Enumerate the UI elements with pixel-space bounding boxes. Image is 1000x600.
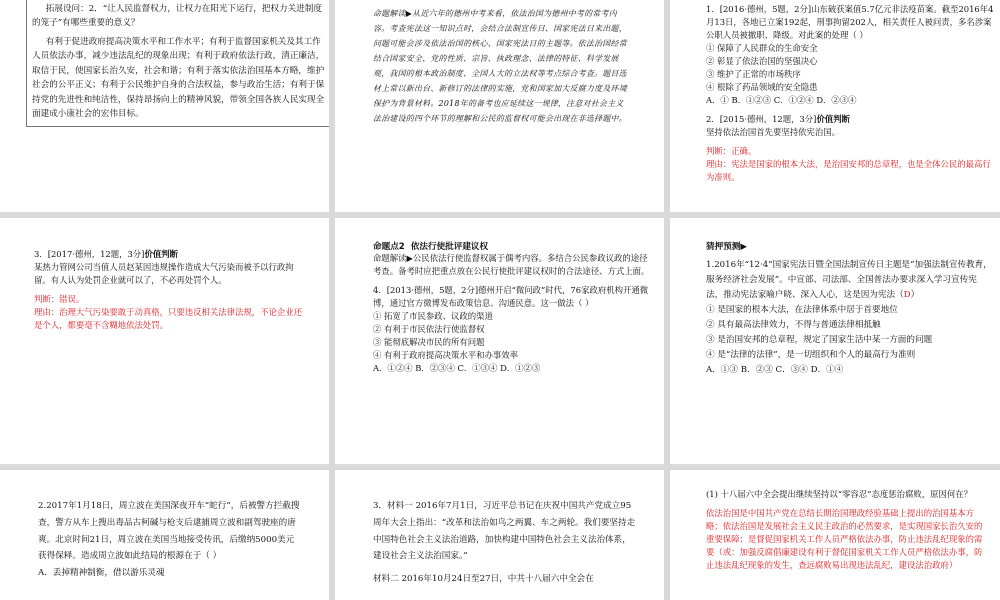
question-2-label: 2．[2015·德州，12题，3分] bbox=[706, 114, 817, 125]
topic-heading-text: 依法行使批评建议权 bbox=[410, 242, 489, 252]
question-1-choices: A．① B．①②③ C．①②④ D．②③④ bbox=[706, 95, 857, 106]
panel-question-zhou bbox=[0, 470, 329, 600]
question-1-option: ② 彰显了依法治国的坚强决心 bbox=[706, 56, 818, 67]
panel-past-questions bbox=[670, 0, 1000, 212]
question-1-option: ③ 维护了正常的市场秩序 bbox=[706, 69, 801, 80]
prediction-choices: A．①③ B．②③ C．③④ D．①④ bbox=[706, 365, 844, 376]
question-3-judgement: 判断：错误。 bbox=[34, 294, 85, 305]
expand-question-answer: 有利于促进政府提高决策水平和工作水平；有利于监督国家机关及其工作人员依法办事，减少违法乱纪的现象出现；有利于政府依法行政，清正廉洁，取信于民，使国家长治久安，社会和谐；有利于落实依法治国基本方略，维护社会的公平正义；有利于公民维护自身的合法权益，参与政治生活；有利于保持党的先进性和纯洁性，保持昂扬向上的精神风貌，带领全国各族人民实现全面建成小康社会的宏伟目标。 bbox=[32, 36, 325, 120]
question-3-label: 3．[2017·德州，12题，3分] bbox=[34, 249, 145, 259]
material-two-text: 材料二 2016年10月24日至27日，中共十八届六中全会在 bbox=[373, 574, 594, 584]
panel-exam-analysis bbox=[335, 0, 664, 212]
prediction-option: ④ 是“法律的法律”，是一切组织和个人的最高行为准则 bbox=[706, 350, 916, 361]
panel-prediction bbox=[670, 218, 1000, 464]
panel-material bbox=[335, 470, 664, 600]
question-1-text: 1．[2016·德州，5题，2分]山东破获案值5.7亿元非法疫苗案。截至2016年4月13日，各地已立案192起，刑事拘留202人，相关责任人被问责，多名涉案公职人员被撤职、降级。对此案的处理（ ） bbox=[706, 4, 994, 41]
question-4-text: 4．[2013·德州，5题，2分]德州开启“微问政”时代，76家政府机构开通微博，通过官方微博发布政策信息、沟通民意。这一做法（ ） bbox=[373, 285, 649, 309]
prediction-answer-mark: D bbox=[903, 290, 911, 301]
question-2-tag: 价值判断 bbox=[816, 114, 850, 125]
question-1-option: ④ 根除了药品领域的安全隐患 bbox=[706, 82, 818, 93]
prediction-option: ③ 是治国安邦的总章程，规定了国家生活中某一方面的问题 bbox=[706, 335, 933, 346]
question-4-option: ① 拓宽了市民参政、议政的渠道 bbox=[373, 311, 493, 322]
question-2-text: 坚持依法治国首先要坚持依宪治国。 bbox=[706, 127, 840, 138]
material-one-text: 3．材料一 2016年7月1日，习近平总书记在庆祝中国共产党成立95周年大会上指出：“改革和法治如鸟之两翼、车之两轮。我们要坚持走中国特色社会主义法治道路，加快构建中国特色社会主义法治体系，建设社会主义法治国家。” bbox=[373, 501, 636, 562]
question-2-judgement: 判断：正确。 bbox=[706, 146, 757, 157]
prediction-question bbox=[706, 258, 992, 303]
answer-question: (1) 十八届六中全会提出继续坚持以“零容忍”态度惩治腐败，原因何在？ bbox=[706, 489, 972, 499]
panel-question-3 bbox=[0, 218, 329, 464]
question-4-option: ④ 有利于政府提高决策水平和办事效率 bbox=[373, 350, 519, 361]
question-3-reason: 理由：治理大气污染要敢于动真格，只要违反相关法律法规，不论企业还是个人，都要毫不含糊地依法处罚。 bbox=[34, 307, 302, 331]
question-box bbox=[26, 0, 329, 127]
panel-expand-question bbox=[0, 0, 329, 212]
answer-text: 依法治国是中国共产党在总结长期治国理政经验基础上提出的治国基本方略；依法治国是发展社会主义民主政治的必然要求，是实现国家长治久安的重要保障；是督促国家机关工作人员严格依法办事，防止违法乱纪现象的需要（或：加强反腐倡廉建设有利于督促国家机关工作人员严格依法办事，防止违法乱纪现象的发生，查远腐败易出现违法乱纪，建设法治政府） bbox=[706, 508, 983, 571]
exam-analysis-text: 命题解读▶从近六年的德州中考来看，依法治国为德州中考的常考内容。考查宪法这一知识点时，会结合法制宣传日、国家宪法日来出题，问题可能会涉及依法治国的核心、国家宪法日的主题等。依法治国经常结合国家安全、党的性质、宗旨、执政理念、法律的特征、科学发展观，我国的根本政治制度、全国人大的立法权等考点综合考查。题目选材上常以新出台、新修订的法律的实施，党和国家加大反腐力度及环境保护为背景材料。2018年的备考也应延续这一规律，注意对社会主义法治建设的四个环节的理解和公民的监督权可能会出现在非选择题中。 bbox=[373, 9, 627, 124]
topic-heading bbox=[373, 240, 655, 252]
question-3-heading bbox=[34, 248, 304, 261]
question-4-option: ② 有利于市民依法行使监督权 bbox=[373, 324, 485, 335]
question-4-option: ③ 能彻底解决市民的所有问题 bbox=[373, 337, 485, 348]
topic-heading-prefix: 命题点2 bbox=[373, 242, 405, 252]
prediction-heading: 猜押预测▶ bbox=[706, 242, 747, 252]
prediction-question-text: 1.2016年“12·4”国家宪法日暨全国法制宣传日主题是“加强法制宣传教育，服务经济社会发展”。中宣部、司法部、全国普法办要求深入学习宣传宪法，推动宪法家喻户晓、深入人心，这是因为宪法（ bbox=[706, 260, 992, 301]
expand-question-text: 拓展设问：2．“让人民监督权力，让权力在阳光下运行，把权力关进制度的笼子”有哪些重要的意义？ bbox=[32, 4, 323, 29]
zhou-option-a: A．丢掉精神制衡，借以游乐灵魂 bbox=[38, 568, 165, 578]
question-3-tag: 价值判断 bbox=[144, 249, 178, 259]
zhou-question-text: 2.2017年1月18日，周立波在美国深夜开车“蛇行”，后被警方拦截搜查，警方从车上搜出毒品古柯碱与枪支后逮捕周立波和副驾驶座的唐爽。北京时间21日，周立波在美国当地接受传讯，后缴纳5000美元获得保释。造成周立波如此结局的根源在于（ ） bbox=[38, 501, 300, 562]
prediction-question-end: ） bbox=[910, 290, 920, 301]
question-2-heading bbox=[706, 113, 996, 126]
question-4-choices: A．①②④ B．②③④ C．①③④ D．①②③ bbox=[373, 363, 541, 374]
prediction-option: ① 是国家的根本大法，在法律体系中居于首要地位 bbox=[706, 305, 898, 316]
prediction-option: ② 具有最高法律效力，不得与普通法律相抵触 bbox=[706, 320, 881, 331]
question-1-option: ① 保障了人民群众的生命安全 bbox=[706, 43, 818, 54]
question-3-text: 某热力管网公司当值人员赵某因违规操作造成大气污染而被予以行政拘留。有人认为处罚企业就可以了，不必再处罚个人。 bbox=[34, 262, 294, 286]
topic-intro: 命题解读▶公民依法行使监督权属于偶考内容。多结合公民参政议政的途径考查。备考时应把重点放在公民行使批评建议权时的合法途径、方式上面。 bbox=[373, 253, 650, 277]
panel-answer bbox=[670, 470, 1000, 600]
question-2-reason: 理由：宪法是国家的根本大法，是治国安邦的总章程，也是全体公民的最高行为准则。 bbox=[706, 159, 991, 183]
panel-topic-2 bbox=[335, 218, 664, 464]
